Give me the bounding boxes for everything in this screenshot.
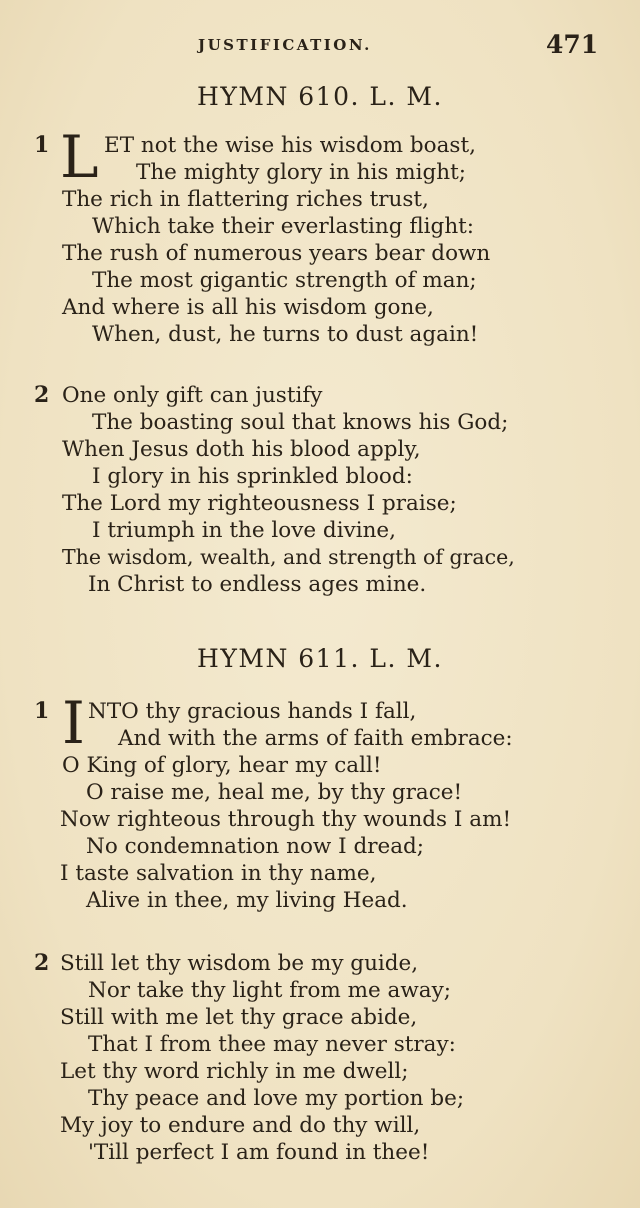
- verse-line: No condemnation now I dread;: [86, 834, 425, 859]
- drop-cap: L: [60, 123, 99, 191]
- verse-line: My joy to endure and do thy will,: [60, 1113, 421, 1138]
- stanza-number: 1: [34, 698, 50, 724]
- verse-line: And with the arms of faith embrace:: [118, 726, 513, 751]
- page-number: 471: [546, 30, 599, 59]
- verse-line: ET not the wise his wisdom boast,: [104, 133, 476, 158]
- verse-line: In Christ to endless ages mine.: [88, 572, 427, 597]
- verse-line: I triumph in the love divine,: [92, 518, 396, 543]
- verse-line: The boasting soul that knows his God;: [92, 410, 509, 435]
- verse-line: The mighty glory in his might;: [136, 160, 466, 185]
- drop-cap: I: [62, 689, 85, 757]
- running-head: [0, 30, 640, 64]
- stanza-number: 2: [34, 950, 50, 976]
- verse-line: I taste salvation in thy name,: [60, 861, 377, 886]
- verse-line: The most gigantic strength of man;: [92, 268, 477, 293]
- stanza-number: 1: [34, 132, 50, 158]
- stanza-number: 2: [34, 382, 50, 408]
- verse-line: Which take their everlasting flight:: [92, 214, 475, 239]
- verse-line: The wisdom, wealth, and strength of grace,: [62, 545, 515, 569]
- verse-line: Still with me let thy grace abide,: [60, 1005, 418, 1030]
- verse-line: Let thy word richly in me dwell;: [60, 1059, 409, 1084]
- verse-line: Now righteous through thy wounds I am!: [60, 807, 512, 832]
- verse-line: When, dust, he turns to dust again!: [92, 322, 479, 347]
- verse-line: O raise me, heal me, by thy grace!: [86, 780, 463, 805]
- verse-line: Still let thy wisdom be my guide,: [60, 951, 419, 976]
- verse-line: When Jesus doth his blood apply,: [62, 437, 421, 462]
- verse-line: And where is all his wisdom gone,: [62, 295, 434, 320]
- verse-line: One only gift can justify: [62, 383, 323, 408]
- verse-line: Alive in thee, my living Head.: [86, 888, 408, 913]
- verse-line: NTO thy gracious hands I fall,: [88, 699, 417, 724]
- verse-line: The Lord my righteousness I praise;: [62, 491, 457, 516]
- verse-line: The rush of numerous years bear down: [62, 241, 491, 266]
- verse-line: I glory in his sprinkled blood:: [92, 464, 413, 489]
- verse-line: That I from thee may never stray:: [88, 1032, 456, 1057]
- hymn-title: HYMN 611. L. M.: [197, 644, 443, 673]
- verse-line: Thy peace and love my portion be;: [88, 1086, 465, 1111]
- hymn-title: HYMN 610. L. M.: [197, 82, 443, 111]
- verse-line: O King of glory, hear my call!: [62, 753, 382, 778]
- verse-line: The rich in flattering riches trust,: [62, 187, 429, 212]
- running-title: JUSTIFICATION.: [198, 36, 372, 54]
- verse-line: Nor take thy light from me away;: [88, 978, 451, 1003]
- verse-line: 'Till perfect I am found in thee!: [88, 1140, 430, 1165]
